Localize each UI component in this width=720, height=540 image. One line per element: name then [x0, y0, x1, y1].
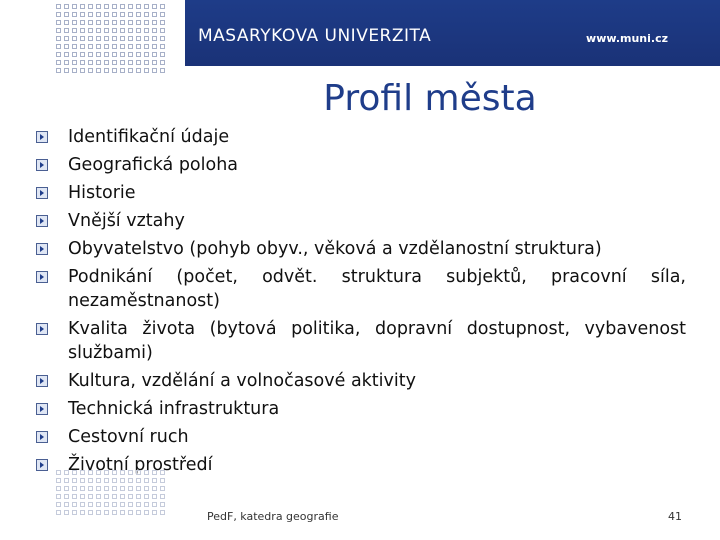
grid-square [128, 4, 133, 9]
university-name: MASARYKOVA UNIVERZITA [198, 26, 432, 46]
grid-square [120, 52, 125, 57]
grid-square [96, 60, 101, 65]
bullet-item [36, 317, 686, 365]
grid-square [88, 36, 93, 41]
grid-square [120, 44, 125, 49]
bullet-text: Kultura, vzdělání a volnočasové aktivity [68, 371, 416, 391]
grid-square [64, 52, 69, 57]
grid-square [136, 28, 141, 33]
grid-square [88, 4, 93, 9]
grid-square [160, 44, 165, 49]
grid-square [136, 486, 141, 491]
grid-square [80, 28, 85, 33]
grid-square [144, 20, 149, 25]
grid-square [64, 28, 69, 33]
slide-title: Profil města [323, 78, 537, 119]
grid-square [88, 12, 93, 17]
grid-square [56, 494, 61, 499]
grid-square [80, 60, 85, 65]
grid-square [112, 486, 117, 491]
grid-square [56, 4, 61, 9]
grid-square [152, 36, 157, 41]
grid-square [136, 68, 141, 73]
grid-square [96, 510, 101, 515]
grid-square [72, 494, 77, 499]
grid-square [152, 478, 157, 483]
grid-square [112, 494, 117, 499]
grid-square [88, 44, 93, 49]
grid-square [96, 494, 101, 499]
grid-square [128, 20, 133, 25]
grid-square [152, 4, 157, 9]
grid-square [64, 44, 69, 49]
bullet-item [36, 153, 686, 177]
bullet-arrow-icon [36, 271, 48, 283]
grid-square [152, 12, 157, 17]
grid-square [152, 494, 157, 499]
bullet-item [36, 237, 686, 261]
bullet-text: Identifikační údaje [68, 127, 230, 147]
grid-square [160, 4, 165, 9]
grid-square [56, 20, 61, 25]
grid-square [104, 4, 109, 9]
grid-square [88, 502, 93, 507]
grid-square [144, 4, 149, 9]
grid-square [72, 502, 77, 507]
grid-square [120, 486, 125, 491]
grid-square [112, 36, 117, 41]
grid-square [144, 12, 149, 17]
bullet-item [36, 369, 686, 393]
grid-square [104, 502, 109, 507]
grid-square [120, 68, 125, 73]
grid-square [88, 494, 93, 499]
grid-square [144, 36, 149, 41]
grid-square [120, 4, 125, 9]
bullet-arrow-icon [36, 375, 48, 387]
grid-square [104, 36, 109, 41]
grid-square [104, 52, 109, 57]
grid-square [144, 486, 149, 491]
grid-square [144, 60, 149, 65]
grid-square [96, 502, 101, 507]
grid-square [128, 36, 133, 41]
grid-square [64, 36, 69, 41]
grid-square [160, 20, 165, 25]
logo-square-grid-icon [0, 0, 185, 82]
grid-square [64, 68, 69, 73]
grid-square [56, 44, 61, 49]
grid-square [144, 28, 149, 33]
bullet-text: Vnější vztahy [68, 211, 185, 231]
grid-square [128, 44, 133, 49]
grid-square [64, 478, 69, 483]
grid-square [112, 478, 117, 483]
grid-square [96, 478, 101, 483]
grid-square [96, 44, 101, 49]
grid-square [136, 470, 141, 475]
grid-square [152, 20, 157, 25]
grid-square [64, 494, 69, 499]
grid-square [112, 68, 117, 73]
grid-square [72, 36, 77, 41]
bullet-arrow-icon [36, 215, 48, 227]
bullet-arrow-icon [36, 159, 48, 171]
grid-square [160, 478, 165, 483]
grid-square [80, 502, 85, 507]
grid-square [112, 44, 117, 49]
grid-square [80, 12, 85, 17]
grid-square [160, 486, 165, 491]
grid-square [128, 28, 133, 33]
bullet-text: Historie [68, 183, 136, 203]
grid-square [88, 52, 93, 57]
grid-square [88, 60, 93, 65]
grid-square [136, 60, 141, 65]
grid-square [112, 60, 117, 65]
grid-square [72, 12, 77, 17]
grid-square [104, 494, 109, 499]
grid-square [136, 52, 141, 57]
grid-square [144, 44, 149, 49]
grid-square [56, 68, 61, 73]
grid-square [72, 28, 77, 33]
grid-square [160, 36, 165, 41]
bullet-text: Technická infrastruktura [68, 399, 280, 419]
grid-square [64, 12, 69, 17]
bullet-item [36, 181, 686, 205]
grid-square [72, 4, 77, 9]
grid-square [80, 510, 85, 515]
grid-square [112, 52, 117, 57]
grid-square [104, 20, 109, 25]
grid-square [104, 28, 109, 33]
grid-square [72, 20, 77, 25]
grid-square [72, 478, 77, 483]
grid-square [160, 68, 165, 73]
grid-square [56, 52, 61, 57]
grid-square [136, 494, 141, 499]
grid-square [80, 470, 85, 475]
grid-square [136, 44, 141, 49]
grid-square [104, 60, 109, 65]
grid-square [64, 502, 69, 507]
grid-square [104, 486, 109, 491]
grid-square [88, 20, 93, 25]
grid-square [120, 36, 125, 41]
grid-square [64, 510, 69, 515]
page-number: 41 [668, 510, 682, 523]
grid-square [88, 478, 93, 483]
header-bar [0, 0, 720, 66]
grid-square [136, 502, 141, 507]
grid-square [56, 36, 61, 41]
grid-square [56, 502, 61, 507]
grid-square [128, 502, 133, 507]
bullet-arrow-icon [36, 459, 48, 471]
bullet-text: Cestovní ruch [68, 427, 189, 447]
grid-square [72, 470, 77, 475]
grid-square [104, 470, 109, 475]
grid-square [104, 478, 109, 483]
grid-square [72, 486, 77, 491]
bullet-arrow-icon [36, 187, 48, 199]
grid-square [128, 68, 133, 73]
grid-square [160, 28, 165, 33]
grid-square [120, 470, 125, 475]
grid-square [152, 470, 157, 475]
grid-square [96, 36, 101, 41]
grid-square [128, 52, 133, 57]
grid-square [152, 68, 157, 73]
grid-square [136, 4, 141, 9]
grid-square [152, 52, 157, 57]
grid-square [72, 52, 77, 57]
grid-square [128, 60, 133, 65]
grid-square [64, 486, 69, 491]
grid-square [160, 12, 165, 17]
grid-square [56, 486, 61, 491]
grid-square [144, 510, 149, 515]
grid-square [160, 494, 165, 499]
grid-square [88, 470, 93, 475]
grid-square [160, 502, 165, 507]
bullet-text: Kvalita života (bytová politika, dopravní dostupnost, vybavenost službami) [68, 319, 686, 363]
grid-square [104, 12, 109, 17]
grid-square [80, 52, 85, 57]
bullet-list [36, 125, 686, 481]
grid-square [152, 44, 157, 49]
bullet-arrow-icon [36, 131, 48, 143]
grid-square [96, 52, 101, 57]
bullet-arrow-icon [36, 403, 48, 415]
bullet-item [36, 397, 686, 421]
bullet-arrow-icon [36, 243, 48, 255]
grid-square [80, 4, 85, 9]
grid-square [112, 510, 117, 515]
grid-square [152, 486, 157, 491]
grid-square [120, 494, 125, 499]
grid-square [120, 12, 125, 17]
grid-square [136, 510, 141, 515]
grid-square [160, 510, 165, 515]
grid-square [72, 60, 77, 65]
grid-square [80, 478, 85, 483]
grid-square [88, 486, 93, 491]
bullet-item [36, 425, 686, 449]
grid-square [152, 502, 157, 507]
grid-square [160, 470, 165, 475]
grid-square [80, 20, 85, 25]
grid-square [56, 60, 61, 65]
grid-square [112, 20, 117, 25]
grid-square [112, 470, 117, 475]
grid-square [152, 510, 157, 515]
grid-square [128, 470, 133, 475]
grid-square [144, 470, 149, 475]
bullet-item [36, 265, 686, 313]
grid-square [136, 478, 141, 483]
grid-square [120, 510, 125, 515]
grid-square [144, 478, 149, 483]
grid-square [128, 494, 133, 499]
grid-square [128, 510, 133, 515]
grid-square [144, 502, 149, 507]
grid-square [72, 44, 77, 49]
bullet-text: Geografická poloha [68, 155, 239, 175]
grid-square [56, 12, 61, 17]
grid-square [64, 4, 69, 9]
grid-square [128, 12, 133, 17]
bullet-arrow-icon [36, 323, 48, 335]
grid-square [88, 510, 93, 515]
grid-square [96, 470, 101, 475]
grid-square [120, 28, 125, 33]
grid-square [96, 12, 101, 17]
grid-square [96, 68, 101, 73]
bullet-text: Podnikání (počet, odvět. struktura subjektů, pracovní síla, nezaměstnanost) [68, 267, 686, 311]
grid-square [80, 36, 85, 41]
grid-square [104, 44, 109, 49]
grid-square [160, 60, 165, 65]
grid-square [56, 478, 61, 483]
footer-square-grid-icon [56, 470, 168, 518]
bullet-item [36, 209, 686, 233]
bullet-text: Obyvatelstvo (pohyb obyv., věková a vzdělanostní struktura) [68, 239, 602, 259]
grid-square [96, 28, 101, 33]
grid-square [80, 68, 85, 73]
grid-square [144, 52, 149, 57]
grid-square [104, 68, 109, 73]
grid-square [56, 510, 61, 515]
grid-square [112, 502, 117, 507]
grid-square [56, 470, 61, 475]
grid-square [136, 36, 141, 41]
bullet-arrow-icon [36, 431, 48, 443]
grid-square [152, 28, 157, 33]
grid-square [120, 478, 125, 483]
grid-square [152, 60, 157, 65]
grid-square [96, 486, 101, 491]
grid-square [144, 68, 149, 73]
bullet-text: Životní prostředí [68, 455, 213, 475]
grid-square [64, 20, 69, 25]
grid-square [112, 12, 117, 17]
university-url[interactable]: www.muni.cz [586, 32, 668, 45]
grid-square [128, 486, 133, 491]
bullet-item [36, 125, 686, 149]
grid-square [64, 60, 69, 65]
grid-square [72, 68, 77, 73]
grid-square [144, 494, 149, 499]
grid-square [120, 60, 125, 65]
grid-square [72, 510, 77, 515]
grid-square [96, 20, 101, 25]
grid-square [64, 470, 69, 475]
grid-square [136, 12, 141, 17]
grid-square [128, 478, 133, 483]
grid-square [56, 28, 61, 33]
footer-department: PedF, katedra geografie [207, 510, 339, 523]
grid-square [88, 28, 93, 33]
grid-square [80, 44, 85, 49]
grid-square [136, 20, 141, 25]
grid-square [88, 68, 93, 73]
grid-square [112, 28, 117, 33]
grid-square [96, 4, 101, 9]
grid-square [120, 502, 125, 507]
grid-square [120, 20, 125, 25]
grid-square [80, 486, 85, 491]
grid-square [104, 510, 109, 515]
grid-square [112, 4, 117, 9]
grid-square [80, 494, 85, 499]
grid-square [160, 52, 165, 57]
